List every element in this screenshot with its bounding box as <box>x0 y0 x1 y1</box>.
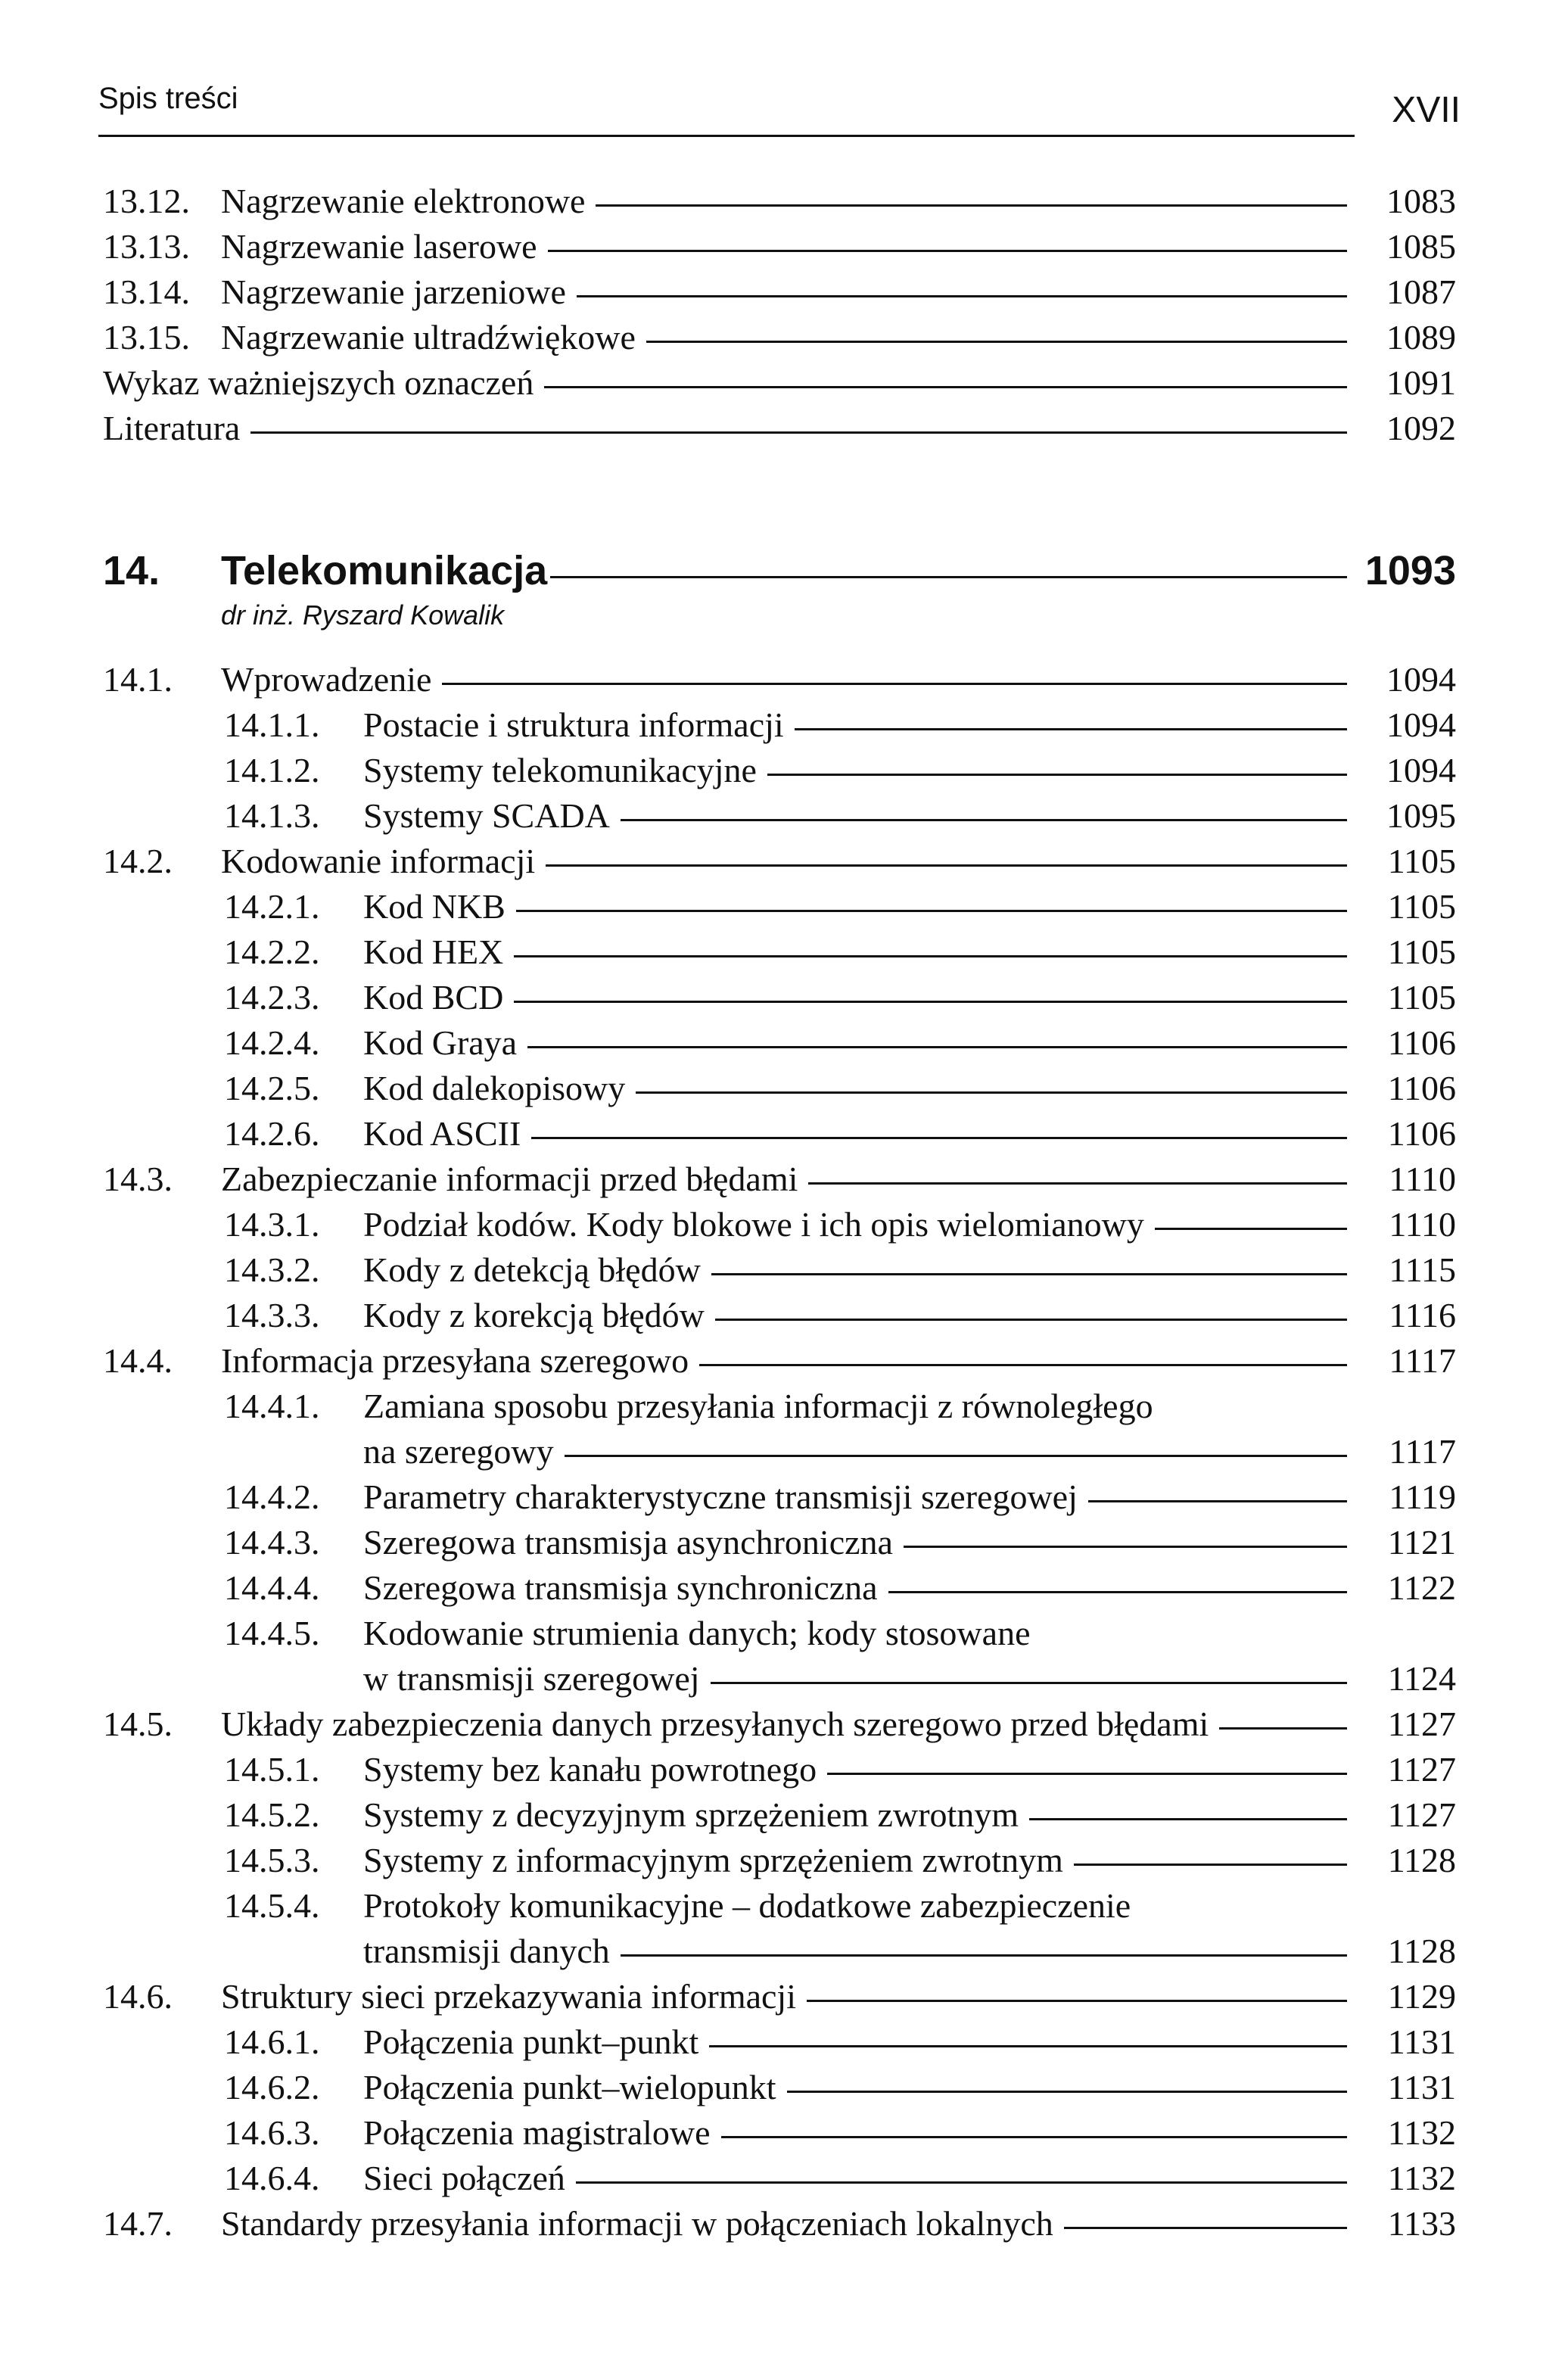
leader-line <box>807 2000 1347 2002</box>
leader-line <box>621 1954 1347 1957</box>
entry-page: 1105 <box>1387 978 1456 1017</box>
entry-title-wrap <box>363 702 1347 748</box>
toc-entry[interactable] <box>0 1974 1568 2019</box>
entry-title-wrap <box>363 1838 1347 1883</box>
entry-page: 1106 <box>1387 1023 1456 1062</box>
toc-entry[interactable] <box>0 2065 1568 2110</box>
entry-title: Systemy z decyzyjnym sprzężeniem zwrotnym <box>363 1795 1019 1834</box>
entry-number: 14.6.4. <box>224 2159 320 2197</box>
entry-number: 14.5.3. <box>224 1841 320 1879</box>
entry-number: 14.3. <box>103 1160 173 1198</box>
leader-line <box>827 1773 1347 1775</box>
entry-title-wrap <box>363 1520 1347 1565</box>
entry-title: Układy zabezpieczenia danych przesyłanych szeregowo przed błędami <box>221 1705 1209 1743</box>
entry-title-wrap <box>363 1565 1347 1611</box>
entry-page: 1132 <box>1387 2113 1456 2152</box>
header-rule <box>98 135 1355 137</box>
entry-page: 1127 <box>1387 1795 1456 1834</box>
toc-entry[interactable] <box>0 1883 1568 1929</box>
entry-title-wrap <box>363 1293 1347 1338</box>
entry-number: 13.14. <box>103 272 190 311</box>
entry-number: 14.3.1. <box>224 1205 320 1244</box>
entry-page: 1117 <box>1389 1432 1456 1471</box>
leader-line <box>709 2045 1347 2047</box>
entry-page: 1105 <box>1387 933 1456 971</box>
toc-entry[interactable] <box>0 1111 1568 1157</box>
toc-entry[interactable] <box>0 1747 1568 1792</box>
entry-title: Kodowanie strumienia danych; kody stosowane <box>363 1614 1031 1652</box>
entry-number: 14.5.4. <box>224 1886 320 1925</box>
entry-page: 1085 <box>1386 227 1456 266</box>
entry-number: 14.2.2. <box>224 933 320 971</box>
entry-page: 1121 <box>1387 1523 1456 1561</box>
entry-title-wrap <box>363 1747 1347 1792</box>
toc-entry[interactable] <box>0 793 1568 839</box>
chapter-title: Telekomunikacja <box>221 548 548 593</box>
entry-page: 1094 <box>1386 660 1456 699</box>
entry-title-wrap <box>363 1247 1347 1293</box>
entry-number: 14.4.5. <box>224 1614 320 1652</box>
entry-title: Nagrzewanie jarzeniowe <box>221 272 566 311</box>
entry-title: Postacie i struktura informacji <box>363 705 784 744</box>
leader-line <box>787 2091 1348 2093</box>
entry-title: Kod Graya <box>363 1023 518 1062</box>
entry-title: Zabezpieczanie informacji przed błędami <box>221 1160 798 1198</box>
entry-number: 13.13. <box>103 227 190 266</box>
entry-number: 14.1. <box>103 660 173 699</box>
entry-title: Literatura <box>103 409 241 447</box>
toc-entry[interactable] <box>0 1157 1568 1202</box>
entry-title: transmisji danych <box>363 1932 610 1970</box>
entry-title-wrap <box>221 1974 1347 2019</box>
leader-line <box>596 204 1347 207</box>
entry-number: 14.5.1. <box>224 1750 320 1789</box>
entry-title: Kod NKB <box>363 887 506 926</box>
entry-title-wrap <box>221 269 1347 315</box>
leader-line <box>767 774 1347 776</box>
entry-title-wrap <box>221 1338 1347 1384</box>
entry-number: 14.6. <box>103 1977 173 2016</box>
entry-page: 1127 <box>1387 1705 1456 1743</box>
entry-page: 1119 <box>1389 1477 1456 1516</box>
leader-line <box>250 431 1347 434</box>
toc-entry[interactable] <box>0 975 1568 1020</box>
leader-line <box>1064 2227 1347 2229</box>
toc-entry[interactable] <box>0 1020 1568 1066</box>
entry-title: Systemy bez kanału powrotnego <box>363 1750 817 1789</box>
toc-entry[interactable] <box>0 1066 1568 1111</box>
toc-entry[interactable] <box>0 657 1568 702</box>
entry-number: 14.5. <box>103 1705 173 1743</box>
toc-entry[interactable] <box>0 1293 1568 1338</box>
entry-title: Parametry charakterystyczne transmisji szeregowej <box>363 1477 1078 1516</box>
entry-number: 14.2.3. <box>224 978 320 1017</box>
entry-number: 13.12. <box>103 182 190 220</box>
leader-line <box>546 864 1347 867</box>
entry-page: 1105 <box>1387 887 1456 926</box>
leader-line <box>636 1091 1347 1094</box>
entry-page: 1128 <box>1387 1932 1456 1970</box>
entry-title-wrap <box>363 2065 1347 2110</box>
entry-title-wrap <box>363 2019 1347 2065</box>
entry-title: Informacja przesyłana szeregowo <box>221 1341 689 1380</box>
entry-title-wrap <box>103 406 1347 451</box>
entry-number: 14.4.4. <box>224 1568 320 1607</box>
chapter-author: dr inż. Ryszard Kowalik <box>221 599 505 631</box>
toc-entry[interactable] <box>0 1656 1568 1702</box>
entry-title-wrap <box>363 929 1347 975</box>
entry-number: 14.4.2. <box>224 1477 320 1516</box>
entry-title: Kodowanie informacji <box>221 842 536 880</box>
entry-page: 1131 <box>1387 2022 1456 2061</box>
entry-title-wrap <box>363 1883 1347 1929</box>
entry-number: 14.3.2. <box>224 1250 320 1289</box>
entry-page: 1105 <box>1387 842 1456 880</box>
entry-title: Systemy z informacyjnym sprzężeniem zwrotnym <box>363 1841 1063 1879</box>
entry-title-wrap <box>221 657 1347 702</box>
entry-title-wrap <box>363 1202 1347 1247</box>
entry-title: Struktury sieci przekazywania informacji <box>221 1977 796 2016</box>
entry-number: 13.15. <box>103 318 190 357</box>
entry-number: 14.4. <box>103 1341 173 1380</box>
toc-entry[interactable] <box>0 1384 1568 1429</box>
toc-entry[interactable] <box>0 1338 1568 1384</box>
page-number: XVII <box>1392 90 1461 130</box>
leader-line <box>1029 1818 1347 1820</box>
leader-line <box>795 728 1347 730</box>
entry-number: 14.2.5. <box>224 1069 320 1107</box>
entry-number: 14.1.1. <box>224 705 320 744</box>
leader-line <box>514 955 1347 957</box>
leader-line <box>808 1182 1347 1185</box>
entry-title-wrap <box>103 360 1347 406</box>
entry-page: 1110 <box>1389 1205 1456 1244</box>
entry-page: 1131 <box>1387 2068 1456 2106</box>
leader-line <box>711 1682 1347 1684</box>
leader-line <box>514 1001 1347 1003</box>
entry-title: Szeregowa transmisja synchroniczna <box>363 1568 878 1607</box>
entry-title: w transmisji szeregowej <box>363 1659 700 1698</box>
entry-number: 14.1.2. <box>224 751 320 789</box>
entry-title: Podział kodów. Kody blokowe i ich opis wielomianowy <box>363 1205 1144 1244</box>
leader-line <box>531 1137 1347 1139</box>
entry-number: 14.6.3. <box>224 2113 320 2152</box>
entry-page: 1094 <box>1386 705 1456 744</box>
entry-title: Standardy przesyłania informacji w połączeniach lokalnych <box>221 2204 1053 2243</box>
entry-title: Systemy telekomunikacyjne <box>363 751 757 789</box>
entry-page: 1122 <box>1387 1568 1456 1607</box>
entry-title: Wprowadzenie <box>221 660 432 699</box>
leader-line <box>550 576 1347 578</box>
toc-entry[interactable] <box>0 1202 1568 1247</box>
entry-title-wrap <box>363 1384 1347 1429</box>
entry-number: 14.2. <box>103 842 173 880</box>
leader-line <box>516 910 1347 912</box>
leader-line <box>711 1273 1347 1275</box>
entry-number: 14.6.1. <box>224 2022 320 2061</box>
entry-page: 1083 <box>1386 182 1456 220</box>
leader-line <box>715 1319 1347 1321</box>
entry-title-wrap <box>221 179 1347 224</box>
entry-number: 14.6.2. <box>224 2068 320 2106</box>
entry-title-wrap <box>221 224 1347 269</box>
toc-entry[interactable] <box>0 748 1568 793</box>
chapter-number: 14. <box>103 548 160 593</box>
toc-entry[interactable] <box>0 929 1568 975</box>
toc-entry[interactable] <box>0 1429 1568 1474</box>
entry-title-wrap <box>363 1792 1347 1838</box>
entry-page: 1106 <box>1387 1114 1456 1153</box>
leader-line <box>577 295 1347 297</box>
toc-entry[interactable] <box>0 2156 1568 2201</box>
entry-title-wrap <box>363 793 1347 839</box>
entry-number: 14.7. <box>103 2204 173 2243</box>
entry-number: 14.5.2. <box>224 1795 320 1834</box>
entry-title: Nagrzewanie laserowe <box>221 227 537 266</box>
entry-page: 1129 <box>1387 1977 1456 2016</box>
entry-title: Kody z korekcją błędów <box>363 1296 705 1334</box>
entry-title-wrap <box>363 975 1347 1020</box>
toc-entry[interactable] <box>0 839 1568 884</box>
toc-entry[interactable] <box>0 702 1568 748</box>
entry-title: Połączenia punkt–wielopunkt <box>363 2068 776 2106</box>
leader-line <box>548 250 1347 252</box>
entry-page: 1116 <box>1389 1296 1456 1334</box>
entry-title: Szeregowa transmisja asynchroniczna <box>363 1523 893 1561</box>
entry-title-wrap <box>363 2110 1347 2156</box>
leader-line <box>1074 1863 1347 1866</box>
leader-line <box>565 1455 1347 1457</box>
leader-line <box>904 1546 1347 1548</box>
leader-line <box>888 1591 1347 1593</box>
toc-entry[interactable] <box>0 360 1568 406</box>
leader-line <box>1155 1228 1347 1230</box>
entry-page: 1117 <box>1389 1341 1456 1380</box>
entry-page: 1124 <box>1387 1659 1456 1698</box>
leader-line <box>442 683 1347 685</box>
entry-title-wrap <box>221 1157 1347 1202</box>
entry-title-wrap <box>363 1611 1347 1656</box>
toc-entry[interactable] <box>0 269 1568 315</box>
entry-title: Sieci połączeń <box>363 2159 565 2197</box>
entry-title: Kod dalekopisowy <box>363 1069 626 1107</box>
entry-page: 1127 <box>1387 1750 1456 1789</box>
chapter-page: 1093 <box>1364 548 1456 593</box>
toc-entry[interactable] <box>0 179 1568 224</box>
toc-entry[interactable] <box>0 1474 1568 1520</box>
toc-entry[interactable] <box>0 1520 1568 1565</box>
entry-title-wrap <box>363 1656 1347 1702</box>
entry-title-wrap <box>363 1929 1347 1974</box>
entry-title-wrap <box>221 315 1347 360</box>
toc-entry[interactable] <box>0 1565 1568 1611</box>
toc-entry[interactable] <box>0 1792 1568 1838</box>
leader-line <box>544 386 1347 388</box>
entry-title-wrap <box>363 1429 1347 1474</box>
entry-page: 1095 <box>1386 796 1456 835</box>
entry-title: Kod HEX <box>363 933 504 971</box>
toc-entry[interactable] <box>0 2019 1568 2065</box>
entry-title: Kod ASCII <box>363 1114 521 1153</box>
toc-entry[interactable] <box>0 315 1568 360</box>
entry-title-wrap <box>363 748 1347 793</box>
entry-title-wrap <box>363 1111 1347 1157</box>
toc-entry[interactable] <box>0 1611 1568 1656</box>
toc-entry[interactable] <box>0 884 1568 929</box>
entry-page: 1092 <box>1386 409 1456 447</box>
leader-line <box>1219 1727 1347 1730</box>
entry-title: Połączenia magistralowe <box>363 2113 711 2152</box>
toc-entry[interactable] <box>0 1929 1568 1974</box>
leader-line <box>699 1364 1347 1366</box>
entry-title-wrap <box>221 2201 1347 2246</box>
toc-entry[interactable] <box>0 1702 1568 1747</box>
entry-page: 1132 <box>1387 2159 1456 2197</box>
entry-page: 1089 <box>1386 318 1456 357</box>
entry-number: 14.1.3. <box>224 796 320 835</box>
entry-title: Systemy SCADA <box>363 796 610 835</box>
entry-page: 1110 <box>1389 1160 1456 1198</box>
entry-title: Połączenia punkt–punkt <box>363 2022 699 2061</box>
entry-title-wrap <box>363 884 1347 929</box>
entry-number: 14.2.1. <box>224 887 320 926</box>
leader-line <box>527 1046 1347 1048</box>
entry-title-wrap <box>221 1702 1347 1747</box>
entry-title: Protokoły komunikacyjne – dodatkowe zabezpieczenie <box>363 1886 1131 1925</box>
entry-page: 1091 <box>1386 363 1456 402</box>
entry-title: Kody z detekcją błędów <box>363 1250 701 1289</box>
entry-page: 1128 <box>1387 1841 1456 1879</box>
entry-number: 14.3.3. <box>224 1296 320 1334</box>
entry-title-wrap <box>363 1066 1347 1111</box>
toc-entry[interactable] <box>0 224 1568 269</box>
chapter-heading[interactable] <box>0 548 1568 593</box>
entry-page: 1106 <box>1387 1069 1456 1107</box>
toc-entry[interactable] <box>0 1838 1568 1883</box>
entry-title: Zamiana sposobu przesyłania informacji z równoległego <box>363 1387 1153 1425</box>
toc-entry[interactable] <box>0 406 1568 451</box>
leader-line <box>721 2136 1347 2138</box>
entry-title-wrap <box>363 1020 1347 1066</box>
leader-line <box>1088 1500 1347 1502</box>
running-title: Spis treści <box>98 82 238 115</box>
leader-line <box>576 2181 1347 2184</box>
entry-title-wrap <box>363 1474 1347 1520</box>
toc-entry[interactable] <box>0 2110 1568 2156</box>
entry-number: 14.2.6. <box>224 1114 320 1153</box>
entry-title-wrap <box>221 839 1347 884</box>
entry-title: Nagrzewanie elektronowe <box>221 182 586 220</box>
entry-title: Wykaz ważniejszych oznaczeń <box>103 363 534 402</box>
entry-number: 14.2.4. <box>224 1023 320 1062</box>
entry-number: 14.4.3. <box>224 1523 320 1561</box>
entry-title: Nagrzewanie ultradźwiękowe <box>221 318 636 357</box>
entry-page: 1133 <box>1387 2204 1456 2243</box>
entry-page: 1087 <box>1386 272 1456 311</box>
entry-page: 1115 <box>1389 1250 1456 1289</box>
entry-title: Kod BCD <box>363 978 504 1017</box>
leader-line <box>621 819 1347 821</box>
entry-number: 14.4.1. <box>224 1387 320 1425</box>
entry-page: 1094 <box>1386 751 1456 789</box>
leader-line <box>646 341 1347 343</box>
toc-entry[interactable] <box>0 2201 1568 2246</box>
entry-title: na szeregowy <box>363 1432 554 1471</box>
toc-entry[interactable] <box>0 1247 1568 1293</box>
entry-title-wrap <box>363 2156 1347 2201</box>
